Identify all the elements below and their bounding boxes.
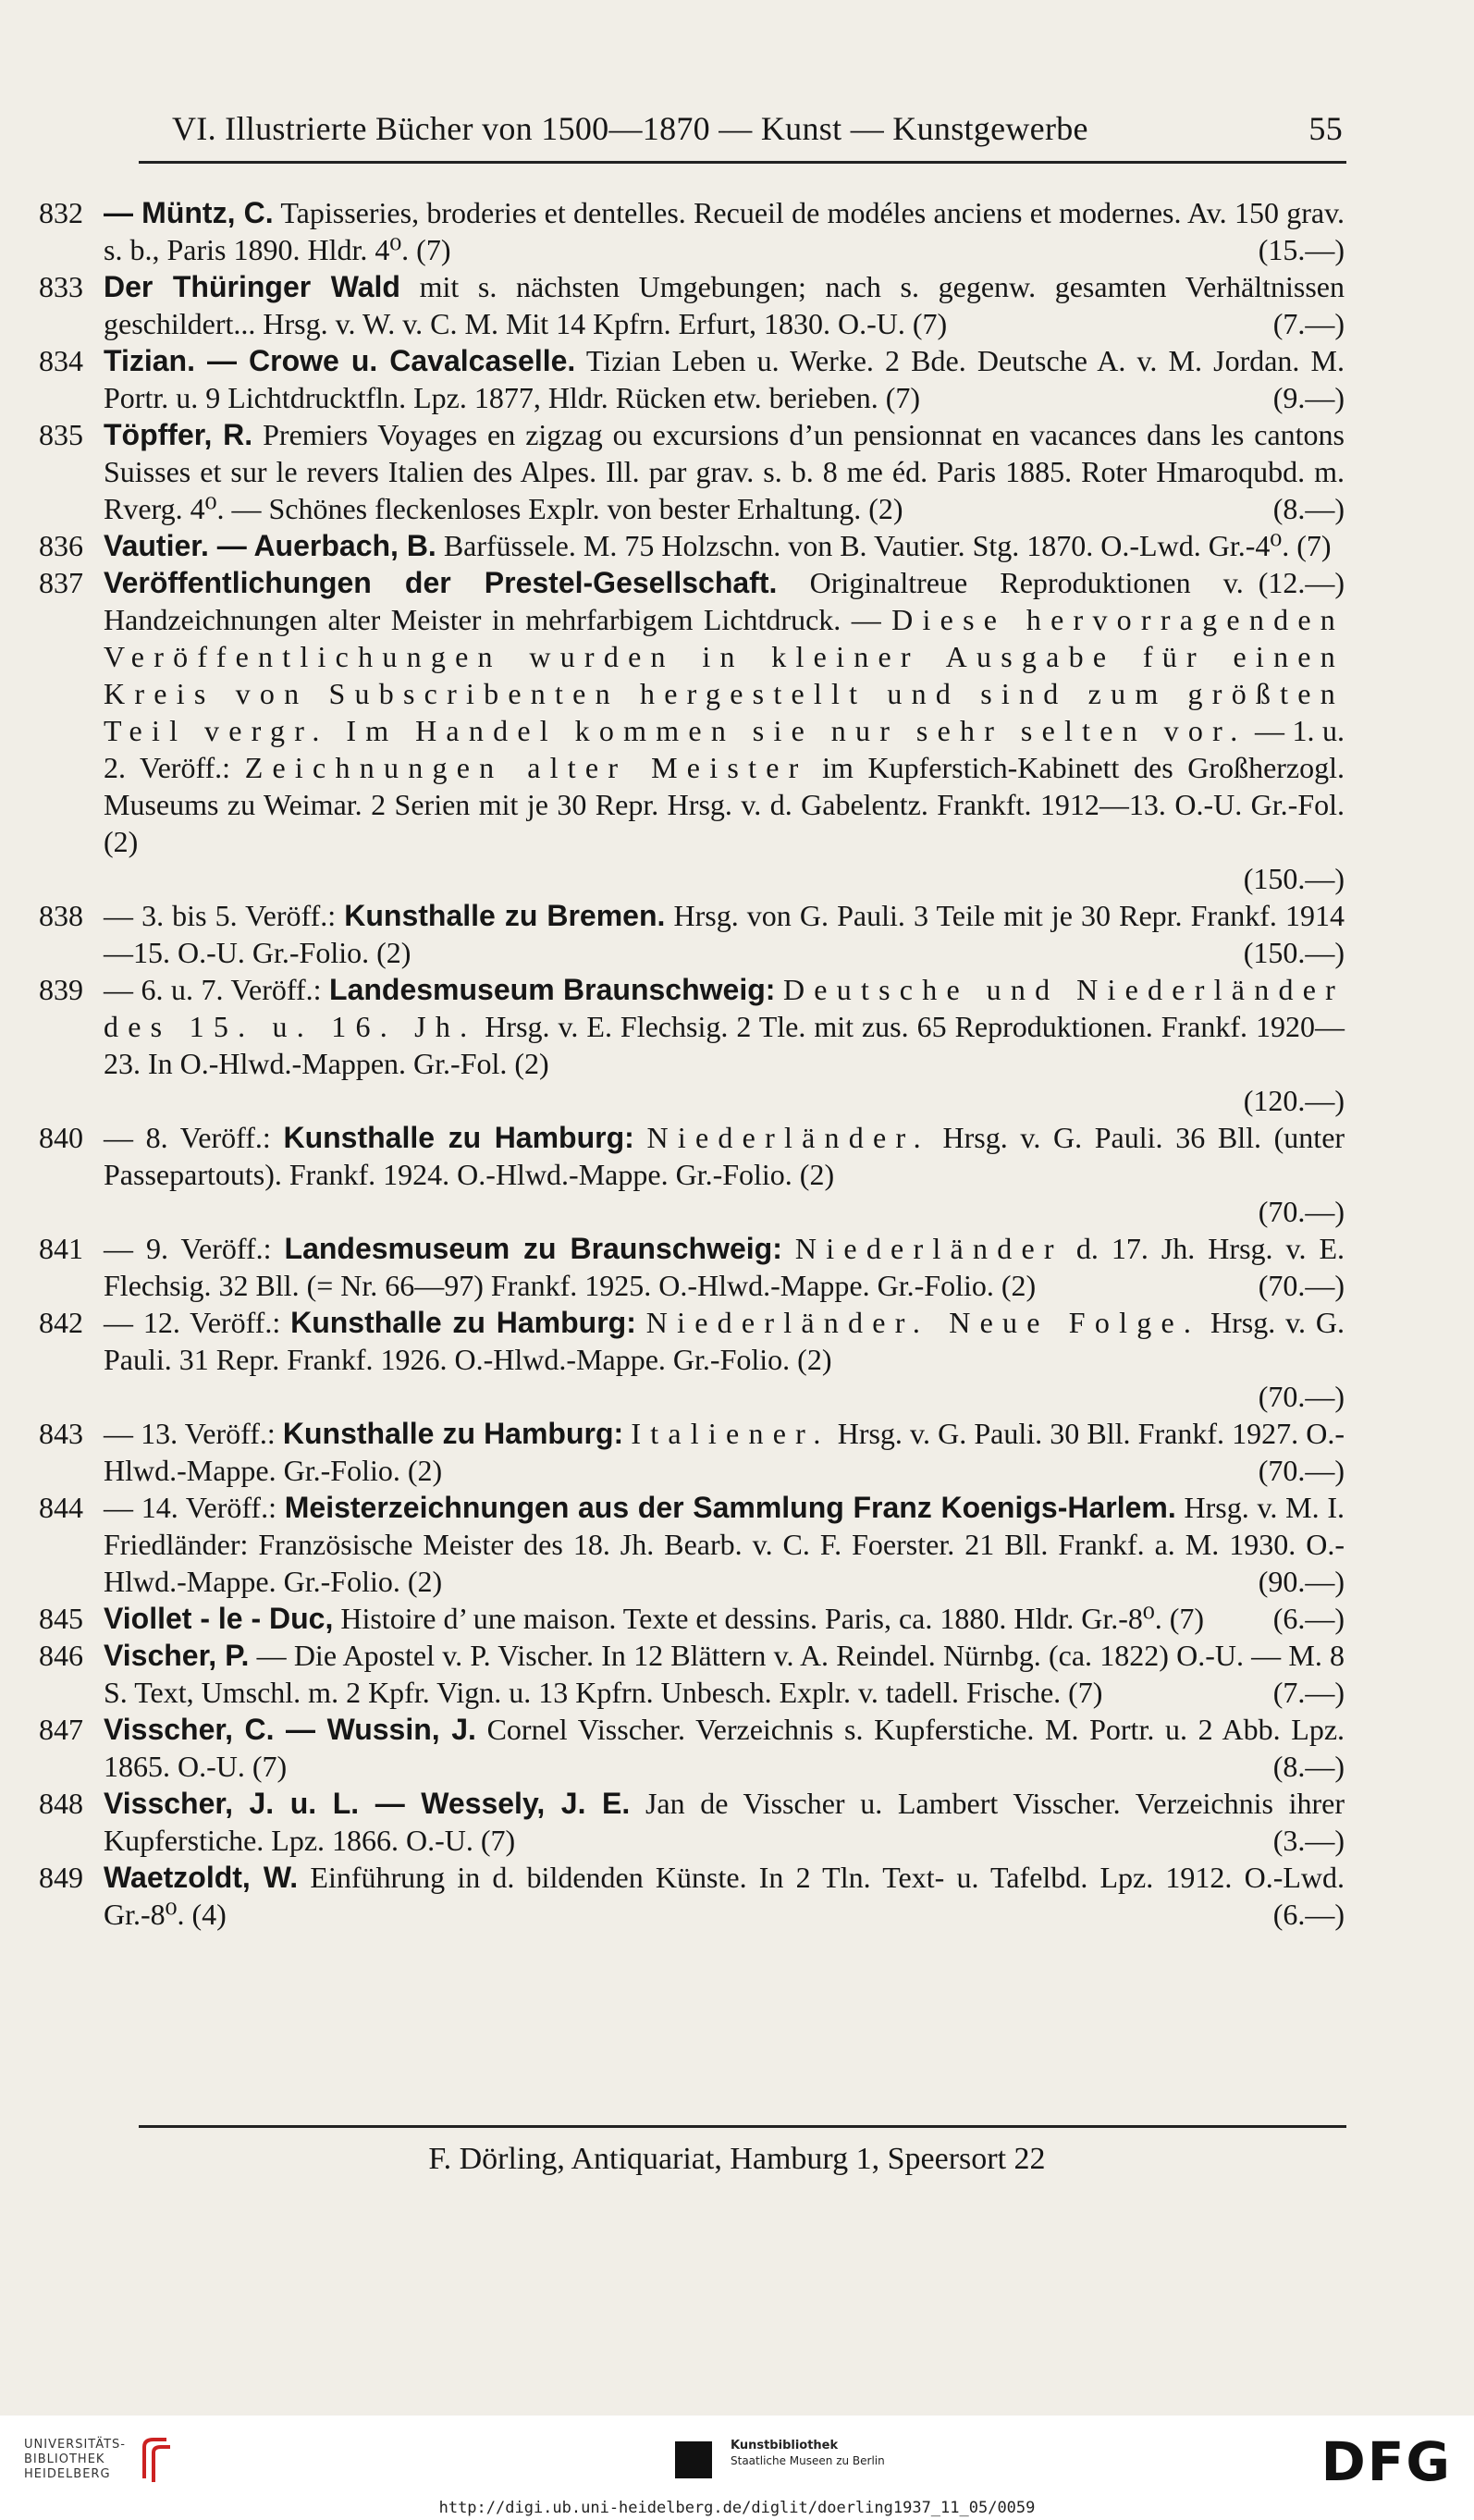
entry-number: 838 bbox=[39, 899, 83, 932]
entry-price: (90.—) bbox=[1258, 1565, 1345, 1598]
entry-text: Tapisseries, broderies et dentelles. Recueil de modéles anciens et modernes. Av. 150 grav. s. b., Paris 1890. Hldr. 4⁰. (7) bbox=[104, 196, 1345, 266]
entry-text: — 9. Veröff.: bbox=[104, 1232, 272, 1265]
page-footer: F. Dörling, Antiquariat, Hamburg 1, Speersort 22 bbox=[428, 2142, 1046, 2176]
entry-text: Originaltreue Reproduktionen v. Handzeichnungen alter Meister in mehrfarbigem Lichtdruck. — bbox=[104, 566, 1244, 636]
entry-text: Hrsg. von G. Pauli. 3 Teile mit je 30 Repr. Frankf. 1914—15. O.-U. Gr.-Folio. (2) bbox=[104, 899, 1345, 969]
entry-text: Einführung in d. bildenden Künste. In 2 Tln. Text- u. Tafelbd. Lpz. 1912. O.-Lwd. Gr.-8⁰. (4) bbox=[104, 1861, 1345, 1931]
catalog-entry bbox=[39, 1415, 1345, 1489]
entry-price: (15.—) bbox=[1258, 233, 1345, 266]
entry-spaced-text: Niederländer. bbox=[646, 1121, 930, 1154]
entry-text: — 3. bis 5. Veröff.: bbox=[104, 899, 337, 932]
entry-text: Tizian Leben u. Werke. 2 Bde. Deutsche A. v. M. Jordan. M. Portr. u. 9 Lichtdrucktfln. Lpz. 1877, Hldr. Rücken etw. berieben. (7) bbox=[104, 344, 1345, 414]
catalog-entry bbox=[39, 1119, 1345, 1230]
entry-price: (12.—) bbox=[1258, 566, 1345, 599]
entry-price: (70.—) bbox=[1258, 1195, 1345, 1228]
entry-price: (8.—) bbox=[1272, 1750, 1345, 1783]
entry-price: (70.—) bbox=[1258, 1380, 1345, 1413]
entry-author: Der Thüringer Wald bbox=[104, 270, 400, 303]
entry-text: Hrsg. v. G. Pauli. 31 Repr. Frankf. 1926. O.-Hlwd.-Mappe. Gr.-Folio. (2) bbox=[104, 1306, 1345, 1376]
entry-text: im Kupferstich-Kabinett des Großherzogl. Museums zu Weimar. 2 Serien mit je 30 Repr. Hrsg. v. d. Gabelentz. Frankft. 1912—13. O.-U. Gr.-Fol. (2) bbox=[104, 751, 1345, 858]
catalog-entry bbox=[39, 194, 1345, 268]
entry-price: (70.—) bbox=[1258, 1269, 1345, 1302]
entry-price: (6.—) bbox=[1272, 1602, 1345, 1635]
entry-text: Hrsg. v. G. Pauli. 30 Bll. Frankf. 1927. O.-Hlwd.-Mappe. Gr.-Folio. (2) bbox=[104, 1417, 1345, 1487]
uni-logo-line: UNIVERSITÄTS- bbox=[24, 2438, 126, 2452]
dfg-logo[interactable]: DFG bbox=[1320, 2430, 1452, 2493]
catalog-entry bbox=[39, 897, 1345, 971]
kunstbibliothek-logo-icon[interactable] bbox=[675, 2441, 712, 2478]
catalog-entry bbox=[39, 1711, 1345, 1785]
entry-text: Jan de Visscher u. Lambert Visscher. Verzeichnis ihrer Kupferstiche. Lpz. 1866. O.-U. (7) bbox=[104, 1787, 1345, 1857]
entry-price: (120.—) bbox=[1243, 1084, 1345, 1117]
entry-number: 837 bbox=[39, 566, 83, 599]
entry-author: Kunsthalle zu Bremen. bbox=[344, 899, 666, 932]
catalog-entry bbox=[39, 1859, 1345, 1933]
entry-number: 839 bbox=[39, 973, 83, 1006]
catalog-entry bbox=[39, 1600, 1345, 1637]
entry-number: 841 bbox=[39, 1232, 83, 1265]
entry-author: Visscher, J. u. L. — Wessely, J. E. bbox=[104, 1787, 631, 1820]
entry-number: 846 bbox=[39, 1639, 83, 1672]
catalog-entry bbox=[39, 416, 1345, 527]
entry-price: (150.—) bbox=[1243, 936, 1345, 969]
entry-text: d. 17. Jh. Hrsg. v. E. Flechsig. 32 Bll. (= Nr. 66—97) Frankf. 1925. O.-Hlwd.-Mappe. Gr.-Folio. (2) bbox=[104, 1232, 1345, 1302]
catalog-entry bbox=[39, 1304, 1345, 1415]
entry-text: — 8. Veröff.: bbox=[104, 1121, 271, 1154]
entry-text: Histoire d’ une maison. Texte et dessins. Paris, ca. 1880. Hldr. Gr.-8⁰. (7) bbox=[340, 1602, 1205, 1635]
entry-author: Töpffer, R. bbox=[104, 418, 253, 451]
entry-author: Viollet - le - Duc, bbox=[104, 1602, 334, 1635]
entry-price: (150.—) bbox=[1243, 862, 1345, 895]
entry-author: Veröffentlichungen der Prestel-Gesellschaft. bbox=[104, 566, 778, 599]
entry-price: (6.—) bbox=[1272, 1898, 1345, 1931]
entry-text: — 6. u. 7. Veröff.: bbox=[104, 973, 322, 1006]
entry-number: 835 bbox=[39, 418, 83, 451]
kb-title: Kunstbibliothek bbox=[731, 2439, 839, 2452]
uni-heidelberg-logo[interactable] bbox=[24, 2438, 126, 2482]
page-number: 55 bbox=[1308, 110, 1343, 147]
entry-author: Vautier. — Auerbach, B. bbox=[104, 529, 436, 562]
entry-number: 845 bbox=[39, 1602, 83, 1635]
catalog-entry bbox=[39, 1637, 1345, 1711]
entry-number: 843 bbox=[39, 1417, 83, 1450]
entry-text: mit s. nächsten Umgebungen; nach s. gegenw. gesamten Verhältnissen geschildert... Hrsg. v. W. v. C. M. Mit 14 Kpfrn. Erfurt, 1830. O.-U. (7) bbox=[104, 270, 1345, 340]
entry-author: — Müntz, C. bbox=[104, 196, 274, 229]
entry-number: 844 bbox=[39, 1491, 83, 1524]
entry-price: (9.—) bbox=[1272, 381, 1345, 414]
catalog-entry bbox=[39, 1489, 1345, 1600]
entry-price: (70.—) bbox=[1258, 1454, 1345, 1487]
catalog-entry bbox=[39, 971, 1345, 1119]
entry-text: Barfüssele. M. 75 Holzschn. von B. Vautier. Stg. 1870. O.-Lwd. Gr.-4⁰. (7) bbox=[443, 529, 1332, 562]
catalog-entries bbox=[39, 194, 1345, 1933]
entry-number: 833 bbox=[39, 270, 83, 303]
entry-number: 840 bbox=[39, 1121, 83, 1154]
entry-author: Waetzoldt, W. bbox=[104, 1861, 299, 1894]
entry-author: Landesmuseum zu Braunschweig: bbox=[284, 1232, 782, 1265]
entry-spaced-text: Italiener. bbox=[631, 1417, 830, 1450]
entry-number: 836 bbox=[39, 529, 83, 562]
header-rule bbox=[139, 161, 1346, 164]
source-url[interactable]: http://digi.ub.uni-heidelberg.de/diglit/doerling1937_11_05/0059 bbox=[438, 2499, 1036, 2517]
kb-subtitle: Staatliche Museen zu Berlin bbox=[731, 2454, 885, 2467]
entry-author: Kunsthalle zu Hamburg: bbox=[283, 1121, 634, 1154]
entry-text: Hrsg. v. E. Flechsig. 2 Tle. mit zus. 65 Reproduktionen. Frankf. 1920—23. In O.-Hlwd.-Mappen. Gr.-Fol. (2) bbox=[104, 1010, 1345, 1080]
entry-number: 848 bbox=[39, 1787, 83, 1820]
entry-author: Tizian. — Crowe u. Cavalcaselle. bbox=[104, 344, 576, 377]
entry-author: Meisterzeichnungen aus der Sammlung Franz Koenigs-Harlem. bbox=[284, 1491, 1176, 1524]
entry-price: (8.—) bbox=[1272, 492, 1345, 525]
kunstbibliothek-logo-text bbox=[731, 2438, 885, 2468]
entry-author: Landesmuseum Braunschweig: bbox=[329, 973, 776, 1006]
uni-heidelberg-emblem-icon bbox=[135, 2432, 176, 2488]
entry-text: Hrsg. v. M. I. Friedländer: Französische Meister des 18. Jh. Bearb. v. C. F. Foerster. 21 Bll. Frankf. a. M. 1930. O.-Hlwd.-Mappe. Gr.-Folio. (2) bbox=[104, 1491, 1345, 1598]
entry-text: Cornel Visscher. Verzeichnis s. Kupferstiche. M. Portr. u. 2 Abb. Lpz. 1865. O.-U. (7) bbox=[104, 1713, 1345, 1783]
catalog-entry bbox=[39, 1230, 1345, 1304]
entry-price: (7.—) bbox=[1272, 307, 1345, 340]
entry-text: Premiers Voyages en zigzag ou excursions d’un pensionnat en vacances dans les cantons Suisses et sur le revers Italien des Alpes. Ill. par grav. s. b. 8 me éd. Paris 1885. Roter Hmaroqubd. m. Rverg. 4⁰. — Schönes fleckenloses Explr. von bester Erhaltung. (2) bbox=[104, 418, 1345, 525]
entry-price: (3.—) bbox=[1272, 1824, 1345, 1857]
entry-number: 834 bbox=[39, 344, 83, 377]
entry-text: — 1. u. 2. Veröff.: bbox=[104, 714, 1345, 784]
entry-text: — 12. Veröff.: bbox=[104, 1306, 281, 1339]
entry-spaced-text: Niederländer. Neue Folge. bbox=[645, 1306, 1201, 1339]
page-header bbox=[139, 104, 1345, 155]
uni-logo-line: BIBLIOTHEK bbox=[24, 2452, 105, 2466]
catalog-entry bbox=[39, 1785, 1345, 1859]
entry-author: Kunsthalle zu Hamburg: bbox=[282, 1417, 624, 1450]
entry-number: 832 bbox=[39, 196, 83, 229]
entry-spaced-text: Deutsche und Niederländer des 15. u. 16. Jh. bbox=[104, 973, 1345, 1043]
entry-text: — 13. Veröff.: bbox=[104, 1417, 276, 1450]
entry-author: Kunsthalle zu Hamburg: bbox=[290, 1306, 636, 1339]
entry-text: — Die Apostel v. P. Vischer. In 12 Blättern v. A. Reindel. Nürnbg. (ca. 1822) O.-U. — M. 8 S. Text, Umschl. m. 2 Kpfr. Vign. u. 13 Kpfrn. Unbesch. Explr. v. tadell. Frische. (7) bbox=[104, 1639, 1345, 1709]
entry-author: Visscher, C. — Wussin, J. bbox=[104, 1713, 476, 1746]
running-title: VI. Illustrierte Bücher von 1500—1870 — Kunst — Kunstgewerbe bbox=[172, 110, 1088, 147]
entry-author: Vischer, P. bbox=[104, 1639, 250, 1672]
catalog-entry bbox=[39, 342, 1345, 416]
entry-number: 849 bbox=[39, 1861, 83, 1894]
entry-spaced-text: Diese hervorragenden Veröffentlichungen wurden in kleiner Ausgabe für einen Kreis von Subscribenten hergestellt und sind zum größten Teil vergr. Im Handel kommen sie nur sehr selten vor. bbox=[104, 603, 1345, 747]
entry-spaced-text: Zeichnungen alter Meister bbox=[244, 751, 808, 784]
catalog-entry bbox=[39, 268, 1345, 342]
entry-spaced-text: Niederländer bbox=[794, 1232, 1063, 1265]
catalog-entry bbox=[39, 564, 1345, 897]
uni-logo-line: HEIDELBERG bbox=[24, 2467, 111, 2481]
entry-price: (7.—) bbox=[1272, 1676, 1345, 1709]
entry-text: Hrsg. v. G. Pauli. 36 Bll. (unter Passepartouts). Frankf. 1924. O.-Hlwd.-Mappe. Gr.-Folio. (2) bbox=[104, 1121, 1345, 1191]
entry-number: 842 bbox=[39, 1306, 83, 1339]
entry-text: — 14. Veröff.: bbox=[104, 1491, 276, 1524]
footer-rule bbox=[139, 2125, 1346, 2128]
entry-number: 847 bbox=[39, 1713, 83, 1746]
